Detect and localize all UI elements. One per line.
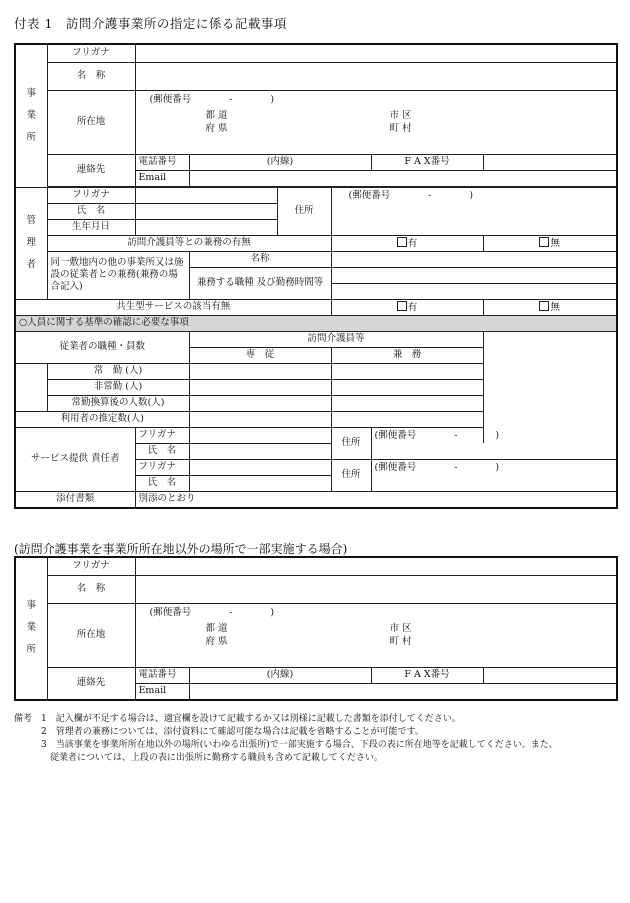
- office-name-input[interactable]: [135, 62, 617, 90]
- provider1-name-input[interactable]: [189, 443, 331, 459]
- branch-furigana-input[interactable]: [135, 557, 617, 575]
- manager-address-label: 住所: [277, 187, 331, 235]
- checkbox-icon: [397, 301, 407, 311]
- checkbox-icon: [397, 237, 407, 247]
- staff-row-fte-dual-input[interactable]: [331, 395, 483, 411]
- provider1-name-label: 氏 名: [135, 443, 189, 459]
- office-contact-label: 連絡先: [47, 154, 135, 186]
- staff-row-fte-input[interactable]: [189, 395, 331, 411]
- manager-section-label: 管 理 者: [15, 187, 47, 299]
- provider2-address-input[interactable]: [371, 459, 617, 491]
- shared-service-no[interactable]: 無: [483, 299, 617, 315]
- provider2-furigana-label: フリガナ: [135, 459, 189, 475]
- branch-city-label: 市 区 町 村: [389, 622, 412, 647]
- manager-job-hours-input[interactable]: [331, 267, 617, 283]
- manager-concurrent-no[interactable]: 無: [483, 235, 617, 251]
- branch-address-input[interactable]: [135, 603, 617, 667]
- manager-job-name-label: 名称: [189, 251, 331, 267]
- branch-name-input[interactable]: [135, 575, 617, 603]
- staff-fulltime-header: 専 従: [189, 347, 331, 363]
- office-email-input[interactable]: [189, 170, 617, 186]
- branch-address-label: 所在地: [47, 603, 135, 667]
- branch-contact-label: 連絡先: [47, 667, 135, 700]
- office-zip-label: (郵便番号 - ): [149, 93, 275, 105]
- provider2-name-input[interactable]: [189, 475, 331, 491]
- note-3: 3 当該事業を事業所所在地以外の場所(いわゆる出張所)で一部実施する場合、下段の表に所在地等を記載してください。また、: [14, 740, 558, 750]
- staff-row-fulltime-dual-input[interactable]: [331, 363, 483, 379]
- form-title: 付表 1 訪問介護事業所の指定に係る記載事項: [14, 16, 287, 31]
- personnel-header: ○人員に関する基準の確認に必要な事項: [15, 315, 617, 331]
- provider2-address-label: 住所: [331, 459, 371, 491]
- branch-zip-label: (郵便番号 - ): [149, 606, 275, 618]
- attachment-label: 添付書類: [15, 491, 135, 508]
- manager-job-name-input[interactable]: [331, 251, 617, 267]
- branch-prefecture-label: 都 道 府 県: [205, 622, 228, 647]
- office-address-input[interactable]: [135, 90, 617, 154]
- manager-furigana-label: フリガナ: [47, 187, 135, 203]
- branch-phone-label: 電話番号: [135, 667, 189, 683]
- staff-dual-header: 兼 務: [331, 347, 483, 363]
- shared-service-yes[interactable]: 有: [331, 299, 483, 315]
- office-prefecture-label: 都 道 府 県: [205, 109, 228, 134]
- office-fax-input[interactable]: [483, 154, 617, 170]
- manager-name-label: 氏 名: [47, 203, 135, 219]
- manager-job-hours-label: 兼務する職種 及び勤務時間等: [189, 267, 331, 299]
- staff-row-fulltime-input[interactable]: [189, 363, 331, 379]
- provider2-zip-label: (郵便番号 - ): [374, 461, 500, 473]
- manager-dob-label: 生年月日: [47, 219, 135, 235]
- checkbox-icon: [539, 237, 549, 247]
- branch-name-label: 名 称: [47, 575, 135, 603]
- staff-row-fte-label: 常勤換算後の人数(人): [47, 395, 189, 411]
- manager-furigana-input[interactable]: [135, 187, 277, 203]
- office-ext-label: (内線): [266, 156, 294, 167]
- office-section-label: 事 業 所: [15, 44, 47, 187]
- office-phone-input[interactable]: [189, 154, 371, 170]
- branch-furigana-label: フリガナ: [47, 557, 135, 575]
- office-address-label: 所在地: [47, 90, 135, 154]
- manager-concurrent-yes[interactable]: 有: [331, 235, 483, 251]
- office-name-label: 名 称: [47, 62, 135, 90]
- section2-title: (訪問介護事業を事業所所在地以外の場所で一部実施する場合): [14, 542, 348, 556]
- checkbox-icon: [539, 301, 549, 311]
- branch-email-label: Email: [135, 683, 189, 700]
- branch-ext-label: (内線): [266, 669, 294, 680]
- users-estimate-label: 利用者の推定数(人): [15, 411, 189, 427]
- manager-other-job-label: 同一敷地内の他の事業所又は施設の従業者との兼務(兼務の場合記入): [47, 251, 189, 299]
- manager-dob-input[interactable]: [135, 219, 277, 235]
- office-furigana-label: フリガナ: [47, 44, 135, 62]
- provider2-furigana-input[interactable]: [189, 459, 331, 475]
- staff-row-parttime-input[interactable]: [189, 379, 331, 395]
- note-4: 従業者については、上段の表に出張所に勤務する職員も含めて記載してください。: [14, 753, 383, 763]
- branch-fax-label: F A X番号: [371, 667, 483, 683]
- manager-zip-label: (郵便番号 - ): [348, 189, 474, 201]
- office-city-label: 市 区 町 村: [389, 109, 412, 134]
- staff-row-parttime-dual-input[interactable]: [331, 379, 483, 395]
- office-email-label: Email: [135, 170, 189, 186]
- manager-job-hours-input-2[interactable]: [331, 283, 617, 299]
- manager-name-input[interactable]: [135, 203, 277, 219]
- provider1-address-input[interactable]: [371, 427, 617, 459]
- staff-group-header: 訪問介護員等: [189, 331, 483, 347]
- provider1-address-label: 住所: [331, 427, 371, 459]
- staff-row-parttime-label: 非常勤 (人): [47, 379, 189, 395]
- office-fax-label: F A X番号: [371, 154, 483, 170]
- manager-concurrent-label: 訪問介護員等との兼務の有無: [47, 235, 331, 251]
- office-furigana-input[interactable]: [135, 44, 617, 62]
- provider1-furigana-input[interactable]: [189, 427, 331, 443]
- branch-fax-input[interactable]: [483, 667, 617, 683]
- shared-service-label: 共生型サービスの該当有無: [15, 299, 331, 315]
- attachment-value: 別添のとおり: [135, 491, 617, 508]
- staff-row-fulltime-label: 常 勤 (人): [47, 363, 189, 379]
- staff-label: 従業者の職種・員数: [15, 331, 189, 363]
- provider2-name-label: 氏 名: [135, 475, 189, 491]
- branch-phone-input[interactable]: [189, 667, 371, 683]
- note-1: 備考 1 記入欄が不足する場合は、適宜欄を設けて記載するか又は別様に記載した書類を添付してください。: [14, 714, 461, 724]
- branch-section-label: 事 業 所: [15, 557, 47, 700]
- provider1-furigana-label: フリガナ: [135, 427, 189, 443]
- manager-address-input[interactable]: [331, 187, 617, 235]
- note-2: 2 管理者の兼務については、添付資料にて確認可能な場合は記載を省略することが可能です。: [14, 727, 424, 737]
- branch-email-input[interactable]: [189, 683, 617, 700]
- provider-label: サービス提供 責任者: [15, 427, 135, 491]
- users-estimate-input[interactable]: [189, 411, 331, 427]
- office-phone-label: 電話番号: [135, 154, 189, 170]
- provider1-zip-label: (郵便番号 - ): [374, 429, 500, 441]
- main-form-table: [14, 43, 618, 509]
- branch-form-table: [14, 556, 618, 701]
